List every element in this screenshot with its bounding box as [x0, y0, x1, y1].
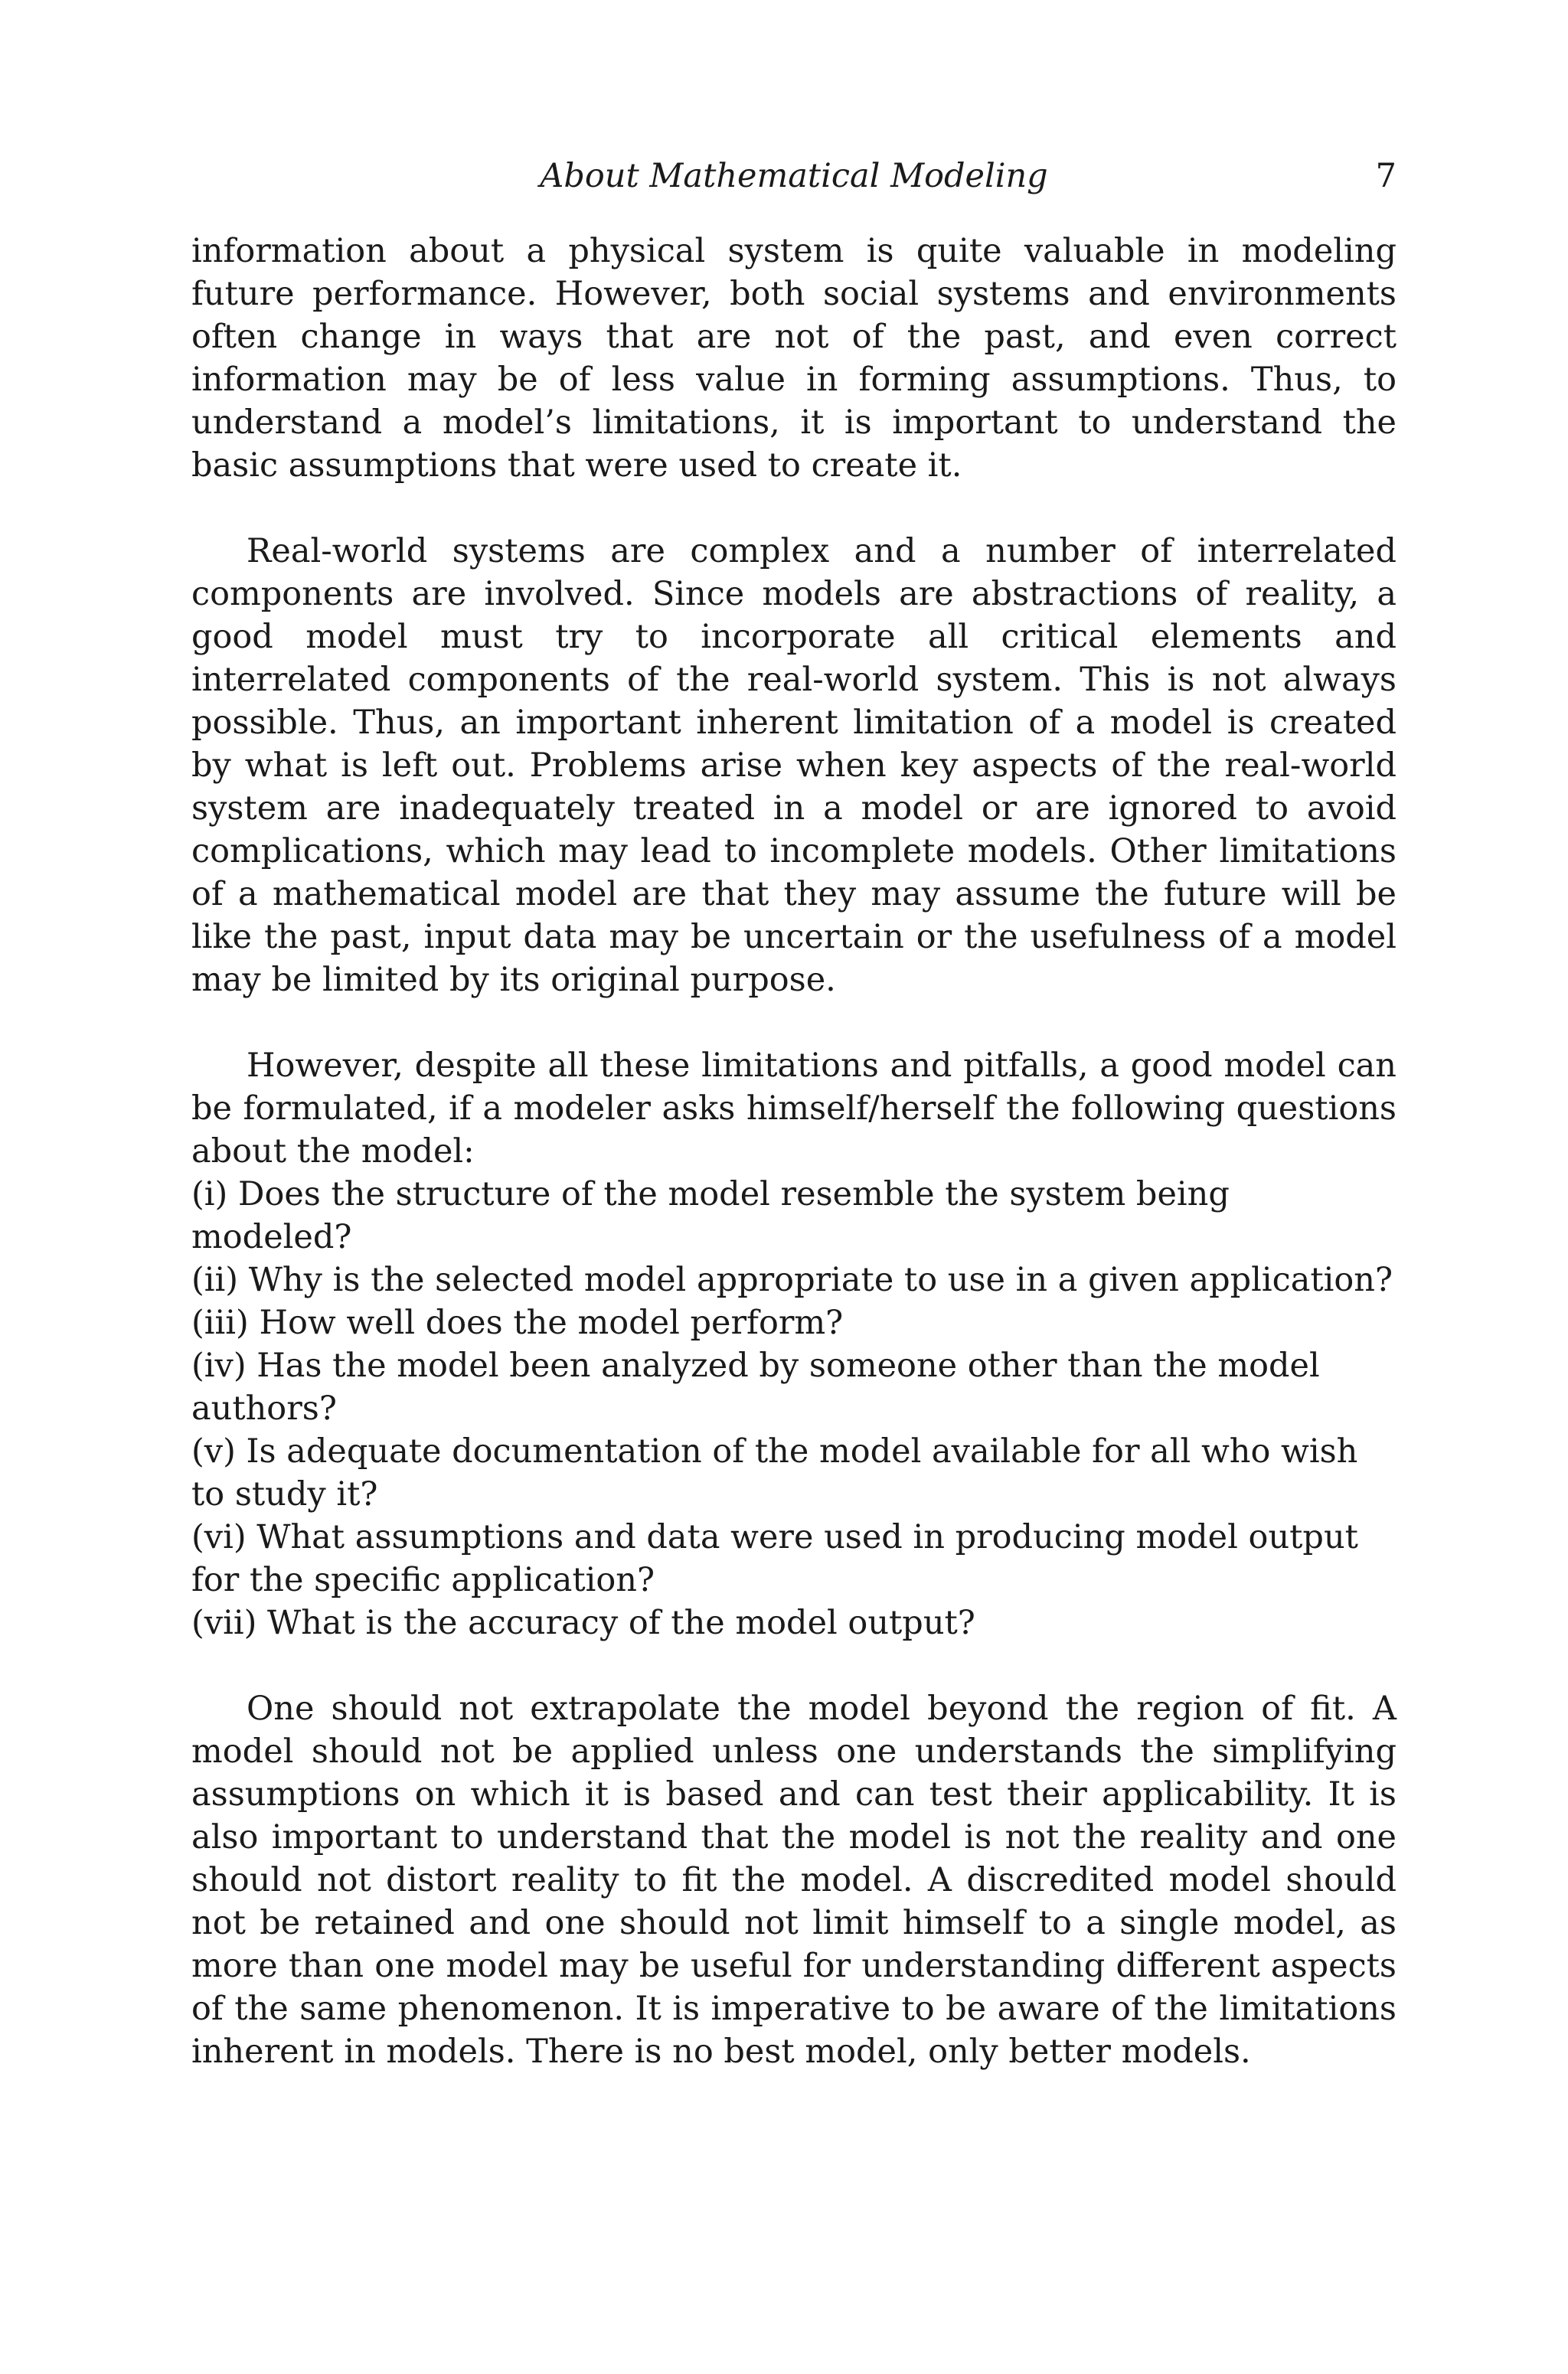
list-item-text: Why is the selected model appropriate to use in a given application?: [248, 1261, 1393, 1299]
book-page: [191, 153, 1396, 2116]
list-item-text: Does the structure of the model resemble the system being modeled?: [191, 1175, 1230, 1256]
paragraph-real-world-systems: Real-world systems are complex and a number of interrelated components are involved. Since models are abstractions of reality, a good model must try to incorporate all critical elements and interrelated components of the real-world system. This is not always possible. Thus, an important inherent limitation of a model is created by what is left out. Problems arise when key aspects of the real-world system are inadequately treated in a model or are ignored to avoid complications, which may lead to incomplete models. Other limitations of a mathematical model are that they may assume the future will be like the past, input data may be uncertain or the usefulness of a model may be limited by its original purpose.: [191, 532, 1396, 999]
list-item-marker: (v): [191, 1432, 236, 1471]
paragraph-continued: information about a physical system is quite valuable in modeling future performance. However, both social systems and environments often change in ways that are not of the past, and even correct information may be of less value in forming assumptions. Thus, to understand a model’s limitations, it is important to understand the basic assumptions that were used to create it.: [191, 232, 1396, 485]
list-item-marker: (iv): [191, 1347, 247, 1385]
list-item: [191, 1301, 1396, 1344]
list-item: [191, 1173, 1396, 1259]
body-text: [191, 230, 1396, 2073]
list-item-text: What is the accuracy of the model output?: [267, 1604, 975, 1642]
list-item-marker: (i): [191, 1175, 228, 1213]
running-head-title: About Mathematical Modeling: [540, 157, 1048, 195]
running-head: [191, 153, 1396, 199]
list-item-marker: (iii): [191, 1304, 249, 1342]
list-item: [191, 1516, 1396, 1602]
list-item-text: What assumptions and data were used in producing model output for the specific application?: [191, 1518, 1358, 1599]
paragraph-questions-intro: However, despite all these limitations and pitfalls, a good model can be formulated, if a modeler asks himself/herself the following questions about the model:: [191, 1047, 1396, 1171]
list-item-text: Has the model been analyzed by someone other than the model authors?: [191, 1347, 1320, 1428]
page-number: 7: [1375, 157, 1396, 195]
list-item-marker: (vii): [191, 1604, 257, 1642]
paragraph-conclusion: One should not extrapolate the model beyond the region of fit. A model should not be applied unless one understands the simplifying assumptions on which it is based and can test their applicability. It is also important to understand that the model is not the reality and one should not distort reality to fit the model. A discredited model should not be retained and one should not limit himself to a single model, as more than one model may be useful for understanding different aspects of the same phenomenon. It is imperative to be aware of the limitations inherent in models. There is no best model, only better models.: [191, 1690, 1396, 2071]
list-item-text: How well does the model perform?: [259, 1304, 844, 1342]
list-item: [191, 1602, 1396, 1644]
list-item-marker: (vi): [191, 1518, 247, 1556]
question-list: [191, 1173, 1396, 1644]
list-item-marker: (ii): [191, 1261, 239, 1299]
list-item: [191, 1259, 1396, 1301]
list-item-text: Is adequate documentation of the model available for all who wish to study it?: [191, 1432, 1358, 1514]
list-item: [191, 1430, 1396, 1516]
list-item: [191, 1344, 1396, 1430]
